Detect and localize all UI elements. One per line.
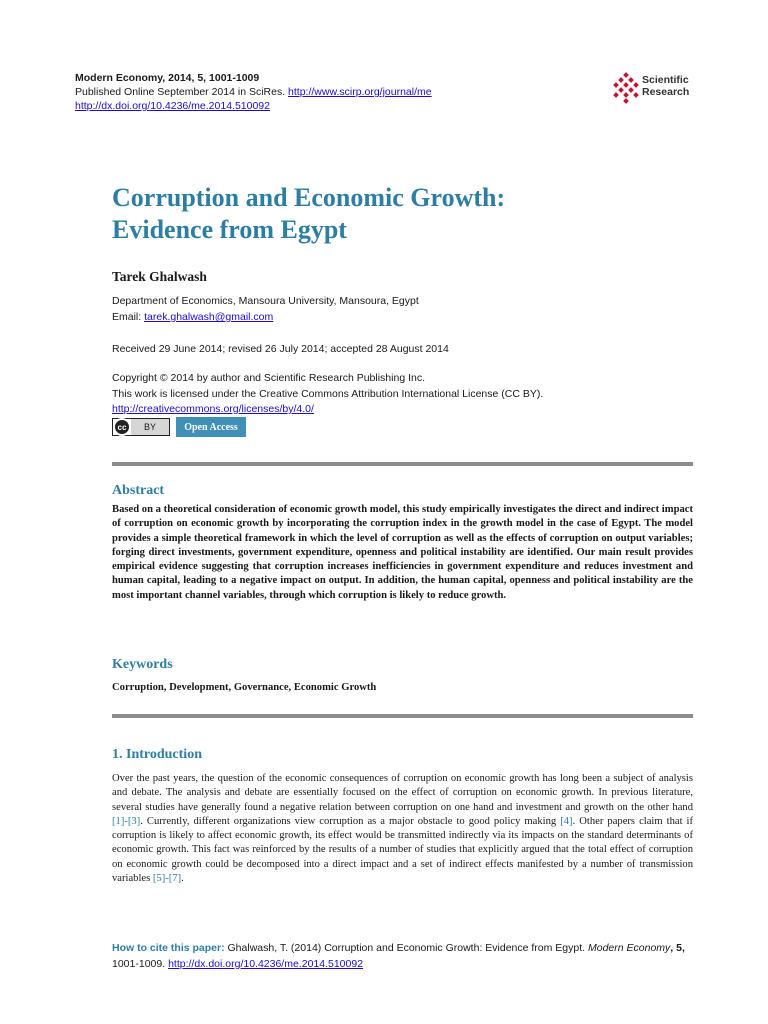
license-url-line: [112, 402, 314, 416]
journal-citation: Modern Economy, 2014, 5, 1001-1009: [75, 72, 260, 84]
affiliation: Department of Economics, Mansoura University, Mansoura, Egypt: [112, 295, 419, 307]
introduction-text: Over the past years, the question of the economic consequences of corruption on economic growth has long been a subject of analysis and debate. The analysis and debate are essentially focused on the effect of corruption on economic growth. In previous literature, several studies have generally found a negative relation between corruption on one hand and investment and growth on the other hand [1]-[3]. Currently, different organizations view corruption as a major obstacle to good policy making [4]. Other papers claim that if corruption is likely to affect economic growth, its effect would be transmitted indirectly via its impacts on the standard determinants of economic growth. This fact was reinforced by the results of a number of studies that explicitly argued that the total effect of corruption on economic growth could be decomposed into a direct impact and a set of indirect effects manifested by a number of transmission variables [5]-[7].: [112, 773, 693, 885]
logo-diamond-icon: [611, 71, 641, 105]
received-dates: Received 29 June 2014; revised 26 July 2014; accepted 28 August 2014: [112, 343, 449, 355]
cite-label: How to cite this paper:: [112, 942, 225, 954]
abstract-text: Based on a theoretical consideration of economic growth model, this study empirically investigates the direct and indirect impact of corruption on economic growth by incorporating the corruption index in the growth model in the case of Egypt. The model provides a simple theoretical framework in which the level of corruption as well as the effects of corruption on output variables; forging direct investments, government expenditure, openness and political instability are identified. Our main result provides empirical evidence suggesting that corruption increases inefficiencies in government expenditure and reduces investment and human capital, leading to a negative impact on output. In addition, the human capital, openness and political instability are the most important channel variables, through which corruption is likely to reduce growth.: [112, 504, 693, 601]
how-to-cite: How to cite this paper: Ghalwash, T. (2014) Corruption and Economic Growth: Evidence from Egypt. Modern Economy, 5, 1001-1009. http://dx.doi.org/10.4236/me.2014.510092: [112, 942, 685, 970]
logo-text: Scientific Research: [642, 74, 690, 98]
doi-line: [75, 99, 270, 113]
keywords-text: Corruption, Development, Governance, Economic Growth: [112, 682, 377, 693]
scientific-research-logo: [611, 71, 701, 105]
cite-volume: , 5,: [670, 942, 685, 954]
license-line: This work is licensed under the Creative Commons Attribution International License (CC BY).: [112, 388, 544, 400]
reference-link[interactable]: [4]: [560, 815, 573, 827]
paper-title: Corruption and Economic Growth: Evidence from Egypt: [112, 183, 506, 244]
reference-link[interactable]: [1]-[3]: [112, 815, 141, 827]
published-line: [75, 85, 432, 99]
keywords-heading: Keywords: [112, 657, 173, 672]
cc-by-badge[interactable]: [112, 418, 170, 436]
doi-link[interactable]: http://dx.doi.org/10.4236/me.2014.510092: [75, 100, 270, 112]
cite-journal: Modern Economy: [588, 942, 671, 954]
cite-doi-link[interactable]: http://dx.doi.org/10.4236/me.2014.510092: [168, 958, 364, 970]
license-link[interactable]: http://creativecommons.org/licenses/by/4.0/: [112, 403, 314, 415]
copyright-line: Copyright © 2014 by author and Scientific Research Publishing Inc.: [112, 372, 425, 384]
reference-link[interactable]: [5]-[7]: [152, 873, 182, 885]
introduction-heading: 1. Introduction: [112, 747, 202, 762]
published-text: Published Online September 2014 in SciRes.: [75, 86, 286, 98]
email-line: Email: tarek.ghalwash@gmail.com: [112, 311, 274, 323]
email-link[interactable]: tarek.ghalwash@gmail.com: [144, 311, 274, 323]
section-divider: [112, 714, 693, 718]
author-name: Tarek Ghalwash: [112, 269, 207, 284]
cc-icon: cc: [113, 418, 131, 436]
abstract-heading: Abstract: [112, 483, 165, 498]
by-icon: BY: [131, 419, 169, 435]
journal-url-link[interactable]: http://www.scirp.org/journal/me: [288, 86, 432, 98]
section-divider: [112, 462, 693, 466]
open-access-badge[interactable]: Open Access: [176, 417, 246, 437]
